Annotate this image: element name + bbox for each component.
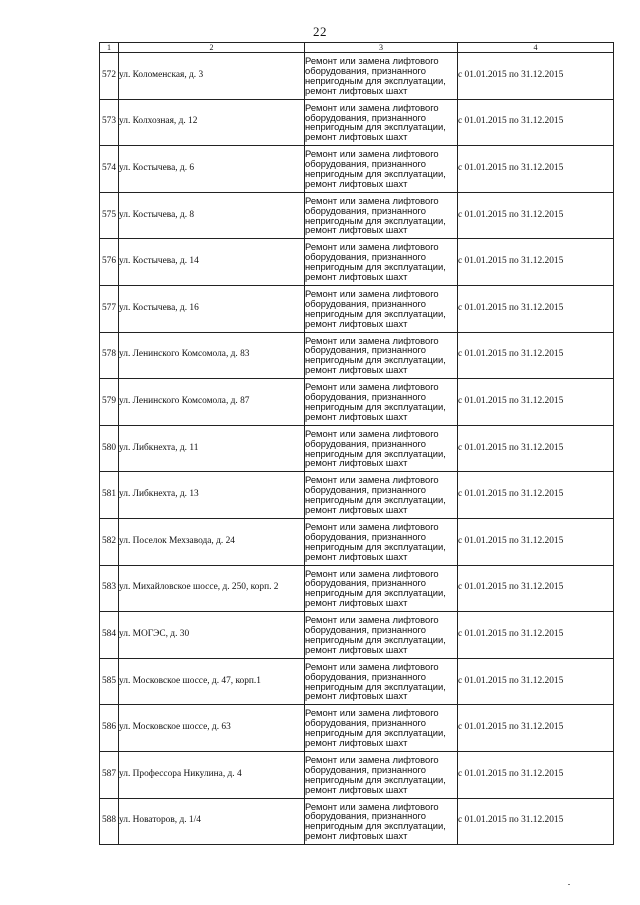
- row-work-description: Ремонт или замена лифтового оборудования, признанного непригодным для эксплуатации, ремонт лифтовых шахт: [305, 565, 458, 612]
- row-address: ул. Профессора Никулина, д. 4: [119, 751, 305, 798]
- row-address: ул. Московское шоссе, д. 47, корп.1: [119, 658, 305, 705]
- column-header-4: 4: [458, 43, 614, 53]
- row-work-description: Ремонт или замена лифтового оборудования, признанного непригодным для эксплуатации, ремонт лифтовых шахт: [305, 751, 458, 798]
- row-period: с 01.01.2015 по 31.12.2015: [458, 658, 614, 705]
- row-work-description: Ремонт или замена лифтового оборудования, признанного непригодным для эксплуатации, ремонт лифтовых шахт: [305, 612, 458, 659]
- row-period: с 01.01.2015 по 31.12.2015: [458, 798, 614, 845]
- row-number: 577: [100, 285, 119, 332]
- table-body: [100, 43, 614, 845]
- row-number: 576: [100, 239, 119, 286]
- row-number: 582: [100, 518, 119, 565]
- row-address: ул. Костычева, д. 14: [119, 239, 305, 286]
- row-period: с 01.01.2015 по 31.12.2015: [458, 705, 614, 752]
- table-row: [100, 239, 614, 286]
- row-number: 572: [100, 53, 119, 100]
- row-number: 588: [100, 798, 119, 845]
- table-row: [100, 379, 614, 426]
- row-number: 583: [100, 565, 119, 612]
- row-address: ул. Ленинского Комсомола, д. 87: [119, 379, 305, 426]
- table-row: [100, 99, 614, 146]
- table-row: [100, 798, 614, 845]
- row-period: с 01.01.2015 по 31.12.2015: [458, 53, 614, 100]
- row-number: 585: [100, 658, 119, 705]
- row-period: с 01.01.2015 по 31.12.2015: [458, 99, 614, 146]
- row-number: 584: [100, 612, 119, 659]
- table-row: [100, 565, 614, 612]
- row-period: с 01.01.2015 по 31.12.2015: [458, 565, 614, 612]
- table-row: [100, 285, 614, 332]
- row-address: ул. Ленинского Комсомола, д. 83: [119, 332, 305, 379]
- row-work-description: Ремонт или замена лифтового оборудования, признанного непригодным для эксплуатации, ремонт лифтовых шахт: [305, 332, 458, 379]
- table-row: [100, 472, 614, 519]
- row-work-description: Ремонт или замена лифтового оборудования, признанного непригодным для эксплуатации, ремонт лифтовых шахт: [305, 99, 458, 146]
- row-work-description: Ремонт или замена лифтового оборудования, признанного непригодным для эксплуатации, ремонт лифтовых шахт: [305, 472, 458, 519]
- row-number: 578: [100, 332, 119, 379]
- row-address: ул. МОГЭС, д. 30: [119, 612, 305, 659]
- row-address: ул. Михайловское шоссе, д. 250, корп. 2: [119, 565, 305, 612]
- row-address: ул. Коломенская, д. 3: [119, 53, 305, 100]
- row-address: ул. Костычева, д. 8: [119, 192, 305, 239]
- row-period: с 01.01.2015 по 31.12.2015: [458, 239, 614, 286]
- table-row: [100, 751, 614, 798]
- table-row: [100, 518, 614, 565]
- table-row: [100, 146, 614, 193]
- row-period: с 01.01.2015 по 31.12.2015: [458, 379, 614, 426]
- row-period: с 01.01.2015 по 31.12.2015: [458, 612, 614, 659]
- row-address: ул. Либкнехта, д. 13: [119, 472, 305, 519]
- row-work-description: Ремонт или замена лифтового оборудования, признанного непригодным для эксплуатации, ремонт лифтовых шахт: [305, 53, 458, 100]
- row-work-description: Ремонт или замена лифтового оборудования, признанного непригодным для эксплуатации, ремонт лифтовых шахт: [305, 705, 458, 752]
- row-period: с 01.01.2015 по 31.12.2015: [458, 192, 614, 239]
- row-address: ул. Костычева, д. 16: [119, 285, 305, 332]
- table-row: [100, 192, 614, 239]
- row-period: с 01.01.2015 по 31.12.2015: [458, 472, 614, 519]
- row-work-description: Ремонт или замена лифтового оборудования, признанного непригодным для эксплуатации, ремонт лифтовых шахт: [305, 239, 458, 286]
- row-period: с 01.01.2015 по 31.12.2015: [458, 146, 614, 193]
- page-number: 22: [313, 24, 327, 39]
- row-number: 586: [100, 705, 119, 752]
- table-row: [100, 53, 614, 100]
- row-number: 574: [100, 146, 119, 193]
- row-work-description: Ремонт или замена лифтового оборудования, признанного непригодным для эксплуатации, ремонт лифтовых шахт: [305, 425, 458, 472]
- row-number: 579: [100, 379, 119, 426]
- row-address: ул. Новаторов, д. 1/4: [119, 798, 305, 845]
- row-period: с 01.01.2015 по 31.12.2015: [458, 518, 614, 565]
- row-work-description: Ремонт или замена лифтового оборудования, признанного непригодным для эксплуатации, ремонт лифтовых шахт: [305, 518, 458, 565]
- row-work-description: Ремонт или замена лифтового оборудования, признанного непригодным для эксплуатации, ремонт лифтовых шахт: [305, 192, 458, 239]
- scan-speck: [568, 884, 570, 885]
- column-header-1: 1: [100, 43, 119, 53]
- row-period: с 01.01.2015 по 31.12.2015: [458, 285, 614, 332]
- row-number: 580: [100, 425, 119, 472]
- table-row: [100, 658, 614, 705]
- row-number: 573: [100, 99, 119, 146]
- table-header-row: [100, 43, 614, 53]
- row-work-description: Ремонт или замена лифтового оборудования, признанного непригодным для эксплуатации, ремонт лифтовых шахт: [305, 798, 458, 845]
- row-address: ул. Колхозная, д. 12: [119, 99, 305, 146]
- column-header-2: 2: [119, 43, 305, 53]
- row-number: 581: [100, 472, 119, 519]
- table-row: [100, 425, 614, 472]
- row-address: ул. Либкнехта, д. 11: [119, 425, 305, 472]
- row-period: с 01.01.2015 по 31.12.2015: [458, 751, 614, 798]
- row-work-description: Ремонт или замена лифтового оборудования, признанного непригодным для эксплуатации, ремонт лифтовых шахт: [305, 379, 458, 426]
- row-number: 575: [100, 192, 119, 239]
- row-address: ул. Поселок Мехзавода, д. 24: [119, 518, 305, 565]
- column-header-3: 3: [305, 43, 458, 53]
- table-row: [100, 332, 614, 379]
- row-number: 587: [100, 751, 119, 798]
- table-row: [100, 612, 614, 659]
- repair-schedule-table: [99, 42, 614, 845]
- row-period: с 01.01.2015 по 31.12.2015: [458, 425, 614, 472]
- row-work-description: Ремонт или замена лифтового оборудования, признанного непригодным для эксплуатации, ремонт лифтовых шахт: [305, 285, 458, 332]
- row-work-description: Ремонт или замена лифтового оборудования, признанного непригодным для эксплуатации, ремонт лифтовых шахт: [305, 146, 458, 193]
- row-work-description: Ремонт или замена лифтового оборудования, признанного непригодным для эксплуатации, ремонт лифтовых шахт: [305, 658, 458, 705]
- row-address: ул. Костычева, д. 6: [119, 146, 305, 193]
- row-period: с 01.01.2015 по 31.12.2015: [458, 332, 614, 379]
- table-row: [100, 705, 614, 752]
- row-address: ул. Московское шоссе, д. 63: [119, 705, 305, 752]
